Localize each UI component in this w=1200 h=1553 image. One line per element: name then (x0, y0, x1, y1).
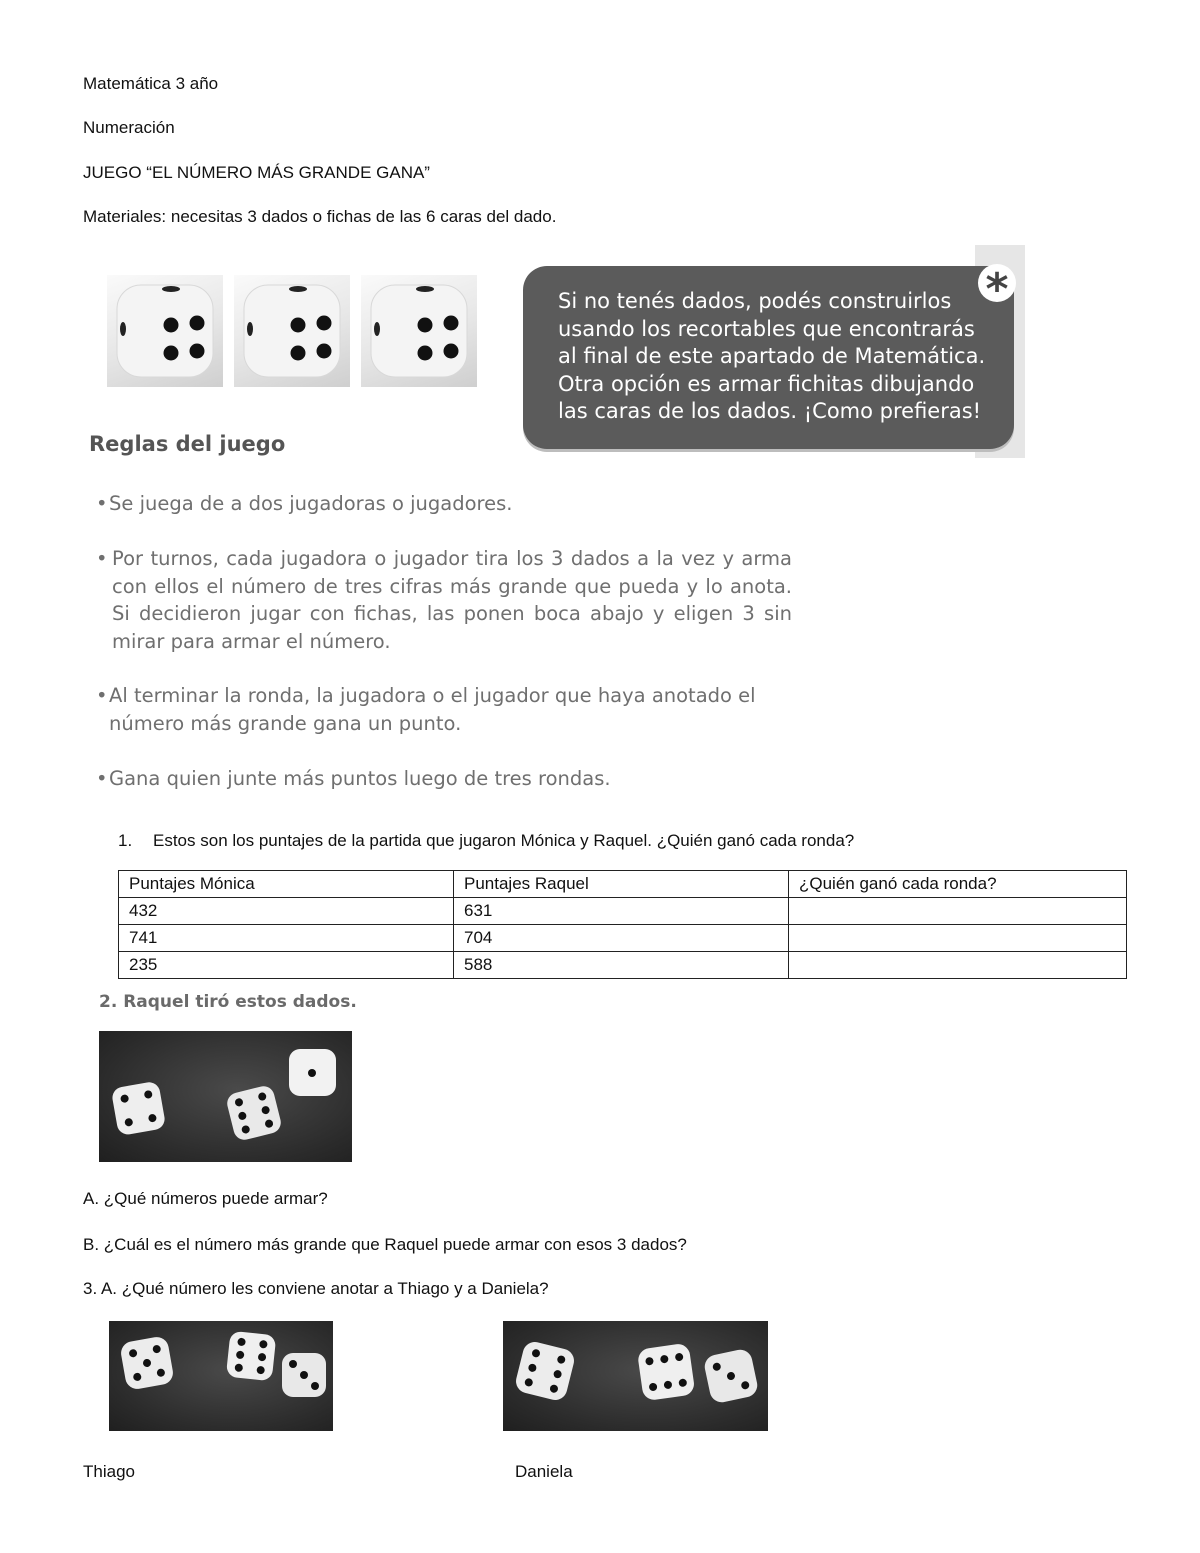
answer-cell[interactable] (789, 925, 1127, 952)
rule-text: Se juega de a dos jugadoras o jugadores. (109, 492, 513, 515)
callout-box (523, 266, 1014, 449)
rule-item (96, 682, 792, 738)
answer-cell[interactable] (789, 952, 1127, 979)
bullet: • (96, 547, 108, 570)
table-cell: 631 (454, 898, 789, 925)
asterisk-icon: * (978, 264, 1016, 302)
question3-a: 3. A. ¿Qué número les conviene anotar a Thiago y a Daniela? (83, 1279, 549, 1298)
table-cell: 741 (119, 925, 454, 952)
table-header-row (119, 871, 1127, 898)
rules-heading: Reglas del juego (89, 432, 286, 456)
subject-line: Matemática 3 año (83, 74, 219, 93)
answer-cell[interactable] (789, 898, 1127, 925)
dice-icon (503, 1321, 768, 1431)
rule-text: Por turnos, cada jugadora o jugador tira los 3 dados a la vez y arma con ellos el número de tres cifras más grande que pueda y lo anota. Si decidieron jugar con fichas, las ponen boca abajo y eligen 3 sin mirar para armar el número. (112, 547, 792, 653)
thiago-dice-photo (109, 1321, 333, 1431)
dice-icon (109, 1321, 333, 1431)
daniela-label: Daniela (515, 1462, 573, 1481)
question2-a: A. ¿Qué números puede armar? (83, 1189, 328, 1208)
rule-text: Al terminar la ronda, la jugadora o el jugador que haya anotado el número más grande gana un punto. (109, 684, 756, 735)
thiago-label: Thiago (83, 1462, 135, 1481)
materials-line: Materiales: necesitas 3 dados o fichas de las 6 caras del dado. (83, 207, 557, 226)
table-row (119, 925, 1127, 952)
header-cell: Puntajes Raquel (454, 871, 789, 898)
table-cell: 235 (119, 952, 454, 979)
table-row (119, 952, 1127, 979)
bullet: • (96, 767, 108, 790)
scores-table (118, 870, 1127, 979)
table-cell: 704 (454, 925, 789, 952)
topic-line: Numeración (83, 118, 175, 137)
table-cell: 432 (119, 898, 454, 925)
table-cell: 588 (454, 952, 789, 979)
question2-heading: 2. Raquel tiró estos dados. (99, 992, 357, 1012)
die-photo-1 (107, 275, 223, 387)
question1-text: Estos son los puntajes de la partida que jugaron Mónica y Raquel. ¿Quién ganó cada ronda? (153, 831, 855, 850)
die-four-icon (234, 275, 350, 387)
bullet: • (96, 684, 108, 707)
die-four-icon (361, 275, 477, 387)
question2-b: B. ¿Cuál es el número más grande que Raquel puede armar con esos 3 dados? (83, 1235, 687, 1254)
rule-item (96, 545, 792, 657)
rule-text: Gana quien junte más puntos luego de tres rondas. (109, 767, 611, 790)
dice-icon (99, 1031, 352, 1162)
rule-item (96, 490, 796, 520)
header-cell: ¿Quién ganó cada ronda? (789, 871, 1127, 898)
header-cell: Puntajes Mónica (119, 871, 454, 898)
die-photo-2 (234, 275, 350, 387)
rule-item (96, 765, 796, 795)
daniela-dice-photo (503, 1321, 768, 1431)
raquel-dice-photo (99, 1031, 352, 1162)
die-four-icon (107, 275, 223, 387)
die-photo-3 (361, 275, 477, 387)
table-row (119, 898, 1127, 925)
bullet: • (96, 492, 108, 515)
callout-text: Si no tenés dados, podés construirlos usando los recortables que encontrarás al final de este apartado de Matemática. Otra opción es armar fichitas dibujando las caras de los dados. ¡Como prefieras! (558, 289, 986, 423)
game-title: JUEGO “EL NÚMERO MÁS GRANDE GANA” (83, 163, 430, 182)
question1-number: 1. (118, 831, 133, 850)
